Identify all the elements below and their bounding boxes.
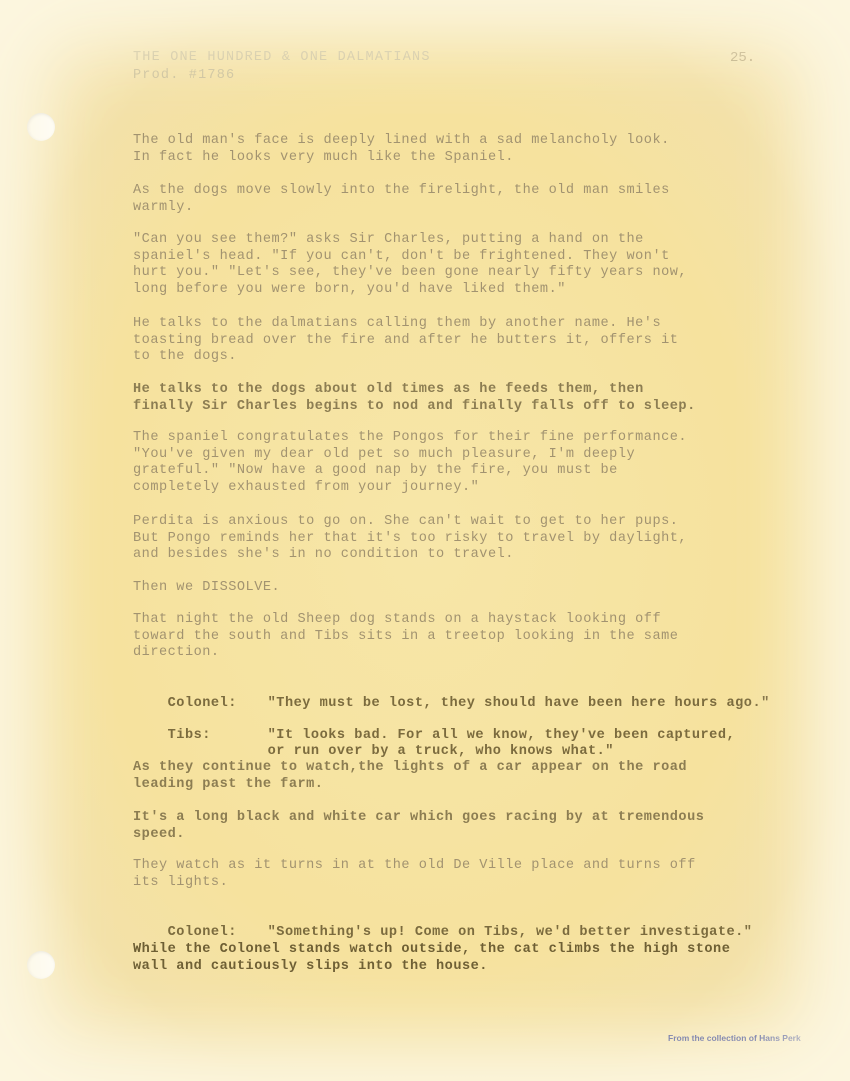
speaker-label: Colonel:	[167, 695, 237, 711]
speaker-label: Colonel:	[167, 924, 237, 940]
binder-hole-bottom	[27, 951, 55, 979]
paragraph-9: That night the old Sheep dog stands on a haystack looking off toward the south and Tibs sits in a treetop looking in the same direction.	[133, 612, 679, 661]
speaker-label: Tibs:	[167, 727, 211, 743]
production-number: Prod. #1786	[133, 68, 236, 83]
paragraph-6: The spaniel congratulates the Pongos for their fine performance. "You've given my dear old pet so much pleasure, I'm deeply grateful." "Now have a good nap by the fire, you must be completely exhausted from your journey."	[133, 430, 688, 495]
binder-hole-top	[27, 113, 55, 141]
dialogue-line: "They must be lost, they should have been here hours ago."	[267, 695, 770, 711]
dialogue-line: "Something's up! Come on Tibs, we'd better investigate."	[267, 924, 753, 940]
collection-credit: From the collection of Hans Perk	[668, 1033, 801, 1043]
paragraph-3: "Can you see them?" asks Sir Charles, putting a hand on the spaniel's head. "If you can't, don't be frightened. They won't hurt you." "Let's see, they've been gone nearly fifty years now, long before you were born, you'd have liked them."	[133, 232, 688, 297]
paragraph-11: It's a long black and white car which goes racing by at tremendous speed.	[133, 810, 705, 842]
page-number: 25.	[730, 50, 756, 66]
closing-paragraph: While the Colonel stands watch outside, the cat climbs the high stone wall and cautiously slips into the house.	[133, 942, 731, 974]
paragraph-2: As the dogs move slowly into the firelight, the old man smiles warmly.	[133, 183, 670, 215]
dialogue-line: "It looks bad. For all we know, they've been captured, or run over by a truck, who knows what."	[267, 727, 736, 760]
script-title: THE ONE HUNDRED & ONE DALMATIANS	[133, 50, 431, 65]
paragraph-1: The old man's face is deeply lined with a sad melancholy look. In fact he looks very much like the Spaniel.	[133, 133, 670, 165]
paragraph-10: As they continue to watch,the lights of a car appear on the road leading past the farm.	[133, 760, 688, 792]
paragraph-4: He talks to the dalmatians calling them by another name. He's toasting bread over the fire and after he butters it, offers it to the dogs.	[133, 316, 679, 365]
paragraph-7: Perdita is anxious to go on. She can't wait to get to her pups. But Pongo reminds her that it's too risky to travel by daylight, and besides she's in no condition to travel.	[133, 514, 688, 563]
paragraph-5: He talks to the dogs about old times as he feeds them, then finally Sir Charles begins to nod and finally falls off to sleep.	[133, 382, 696, 414]
paragraph-8: Then we DISSOLVE.	[133, 580, 281, 595]
paragraph-12: They watch as it turns in at the old De Ville place and turns off its lights.	[133, 858, 696, 890]
